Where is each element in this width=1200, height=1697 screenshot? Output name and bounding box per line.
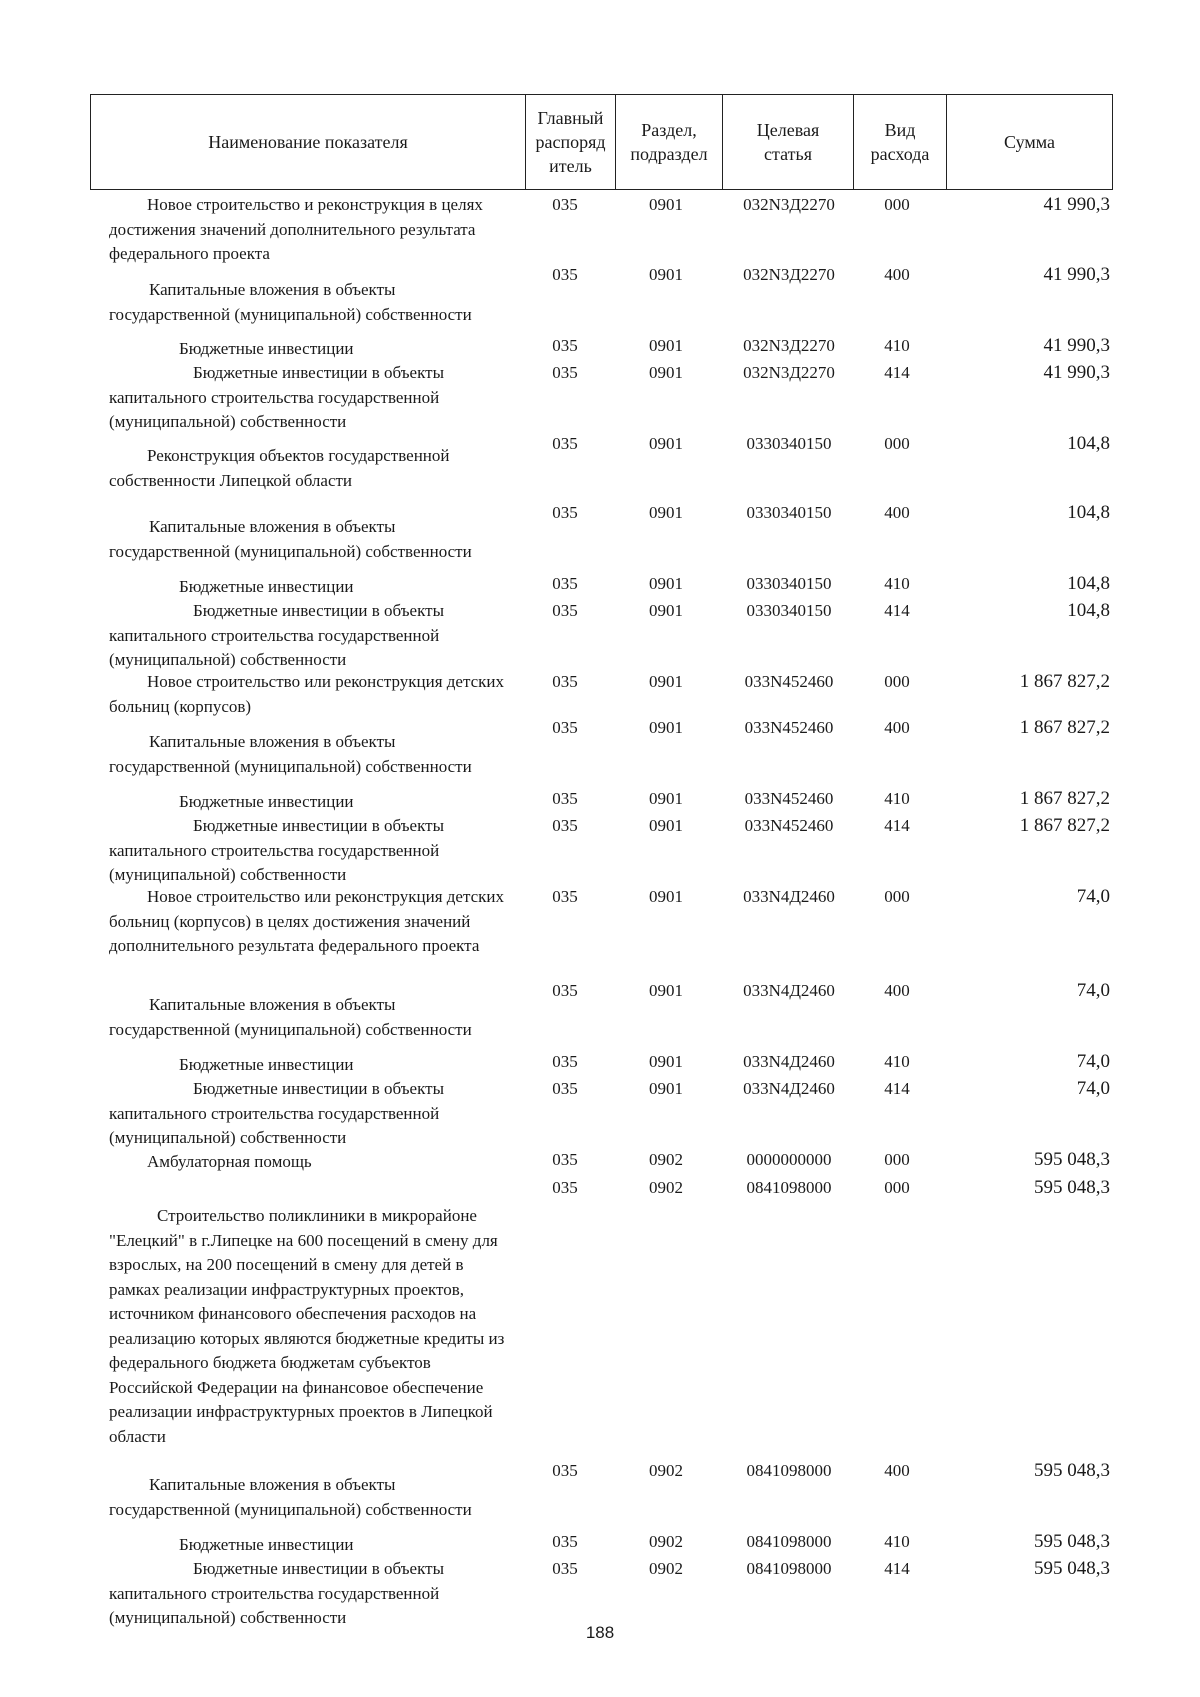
row-glavny: 035 (552, 363, 578, 382)
row-razdel: 0901 (649, 1052, 683, 1071)
row-summa: 104,8 (1067, 433, 1110, 454)
row-vid: 414 (884, 1079, 910, 1098)
row-celevaya: 0330340150 (746, 503, 832, 522)
row-glavny: 035 (552, 1532, 578, 1551)
row-summa: 41 990,3 (1043, 362, 1110, 383)
row-celevaya: 0330340150 (746, 574, 832, 593)
row-celevaya: 033N4Д2460 (743, 887, 835, 906)
row-razdel: 0901 (649, 672, 683, 691)
row-summa: 74,0 (1076, 886, 1110, 907)
row-vid: 400 (884, 503, 910, 522)
row-celevaya: 0000000000 (746, 1150, 832, 1169)
row-summa: 41 990,3 (1043, 335, 1110, 356)
row-vid: 410 (884, 1052, 910, 1071)
row-razdel: 0901 (649, 981, 683, 1000)
row-razdel: 0901 (649, 887, 683, 906)
row-razdel: 0901 (649, 816, 683, 835)
row-vid: 410 (884, 789, 910, 808)
row-name: Капитальные вложения в объекты государственной (муниципальной) собственности (109, 732, 472, 776)
page-number: 188 (585, 1623, 615, 1642)
row-vid: 000 (884, 434, 910, 453)
row-name: Бюджетные инвестиции (179, 1055, 354, 1074)
header-glavny: Главный распоряд итель (525, 95, 615, 189)
row-summa: 41 990,3 (1043, 194, 1110, 215)
row-name: Реконструкция объектов государственной собственности Липецкой области (109, 446, 450, 490)
row-summa: 104,8 (1067, 600, 1110, 621)
row-celevaya: 032N3Д2270 (743, 265, 835, 284)
row-summa: 1 867 827,2 (1019, 788, 1110, 809)
row-celevaya: 033N452460 (744, 816, 834, 835)
row-vid: 000 (884, 672, 910, 691)
row-razdel: 0901 (649, 574, 683, 593)
row-glavny: 035 (552, 887, 578, 906)
row-glavny: 035 (552, 1461, 578, 1480)
header-celevaya: Целевая статья (722, 95, 853, 189)
row-summa: 595 048,3 (1034, 1460, 1110, 1481)
row-celevaya: 0330340150 (746, 601, 832, 620)
row-glavny: 035 (552, 789, 578, 808)
row-celevaya: 0841098000 (746, 1461, 832, 1480)
row-razdel: 0901 (649, 195, 683, 214)
row-glavny: 035 (552, 1559, 578, 1578)
row-celevaya: 033N4Д2460 (743, 981, 835, 1000)
row-razdel: 0901 (649, 601, 683, 620)
row-celevaya: 033N452460 (744, 672, 834, 691)
row-celevaya: 033N4Д2460 (743, 1052, 835, 1071)
row-glavny: 035 (552, 672, 578, 691)
row-glavny: 035 (552, 434, 578, 453)
row-vid: 410 (884, 336, 910, 355)
row-summa: 595 048,3 (1034, 1149, 1110, 1170)
row-razdel: 0902 (649, 1532, 683, 1551)
header-vid: Вид расхода (853, 95, 946, 189)
row-razdel: 0902 (649, 1178, 683, 1197)
row-razdel: 0901 (649, 789, 683, 808)
row-razdel: 0902 (649, 1150, 683, 1169)
row-celevaya: 0841098000 (746, 1178, 832, 1197)
row-celevaya: 032N3Д2270 (743, 195, 835, 214)
row-summa: 1 867 827,2 (1019, 671, 1110, 692)
row-razdel: 0901 (649, 265, 683, 284)
row-vid: 410 (884, 1532, 910, 1551)
row-name: Бюджетные инвестиции в объекты капитального строительства государственной (муниципальной) собственности (109, 601, 444, 669)
row-celevaya: 032N3Д2270 (743, 336, 835, 355)
table-header (90, 94, 1113, 190)
row-vid: 400 (884, 265, 910, 284)
row-glavny: 035 (552, 601, 578, 620)
row-glavny: 035 (552, 718, 578, 737)
row-name: Бюджетные инвестиции (179, 577, 354, 596)
row-vid: 000 (884, 887, 910, 906)
header-name: Наименование показателя (208, 132, 408, 152)
row-name: Бюджетные инвестиции в объекты капитального строительства государственной (муниципальной) собственности (109, 1079, 444, 1147)
row-name: Амбулаторная помощь (147, 1152, 312, 1171)
row-celevaya: 0841098000 (746, 1532, 832, 1551)
row-glavny: 035 (552, 1052, 578, 1071)
row-glavny: 035 (552, 574, 578, 593)
row-name: Бюджетные инвестиции (179, 339, 354, 358)
row-glavny: 035 (552, 195, 578, 214)
row-razdel: 0901 (649, 718, 683, 737)
row-summa: 595 048,3 (1034, 1531, 1110, 1552)
row-vid: 000 (884, 1178, 910, 1197)
row-name: Капитальные вложения в объекты государственной (муниципальной) собственности (109, 1475, 472, 1519)
row-celevaya: 033N452460 (744, 718, 834, 737)
row-name: Бюджетные инвестиции (179, 1535, 354, 1554)
row-razdel: 0902 (649, 1559, 683, 1578)
header-summa: Сумма (946, 95, 1112, 189)
row-razdel: 0901 (649, 363, 683, 382)
row-vid: 400 (884, 1461, 910, 1480)
row-summa: 1 867 827,2 (1019, 717, 1110, 738)
row-celevaya: 0841098000 (746, 1559, 832, 1578)
row-name: Бюджетные инвестиции в объекты капитального строительства государственной (муниципальной) собственности (109, 816, 444, 884)
row-glavny: 035 (552, 1079, 578, 1098)
row-name: Капитальные вложения в объекты государственной (муниципальной) собственности (109, 280, 472, 324)
row-summa: 74,0 (1076, 1051, 1110, 1072)
row-vid: 400 (884, 718, 910, 737)
row-glavny: 035 (552, 336, 578, 355)
row-celevaya: 0330340150 (746, 434, 832, 453)
row-vid: 414 (884, 1559, 910, 1578)
row-glavny: 035 (552, 1178, 578, 1197)
row-razdel: 0901 (649, 1079, 683, 1098)
row-summa: 595 048,3 (1034, 1177, 1110, 1198)
row-summa: 104,8 (1067, 573, 1110, 594)
row-summa: 41 990,3 (1043, 264, 1110, 285)
row-name: Строительство поликлиники в микрорайоне "Елецкий" в г.Липецке на 600 посещений в смену для взрослых, на 200 посещений в смену для детей в рамках реализации инфраструктурных проектов, источником финансового обеспечения расходов на реализацию которых являются бюджетные кредиты из федерального бюджета бюджетам субъектов Российской Федерации на финансовое обеспечение реализации инфраструктурных проектов в Липецкой области (109, 1206, 505, 1446)
row-glavny: 035 (552, 816, 578, 835)
row-vid: 414 (884, 601, 910, 620)
row-summa: 104,8 (1067, 502, 1110, 523)
row-summa: 74,0 (1076, 1078, 1110, 1099)
row-celevaya: 032N3Д2270 (743, 363, 835, 382)
row-glavny: 035 (552, 1150, 578, 1169)
row-name: Новое строительство или реконструкция детских больниц (корпусов) в целях достижения значений дополнительного результата федерального проекта (109, 887, 504, 955)
row-name: Бюджетные инвестиции (179, 792, 354, 811)
row-name: Капитальные вложения в объекты государственной (муниципальной) собственности (109, 517, 472, 561)
row-celevaya: 033N452460 (744, 789, 834, 808)
row-glavny: 035 (552, 503, 578, 522)
row-name: Бюджетные инвестиции в объекты капитального строительства государственной (муниципальной) собственности (109, 363, 444, 431)
row-summa: 1 867 827,2 (1019, 815, 1110, 836)
header-razdel: Раздел, подраздел (615, 95, 722, 189)
row-name: Новое строительство и реконструкция в целях достижения значений дополнительного результата федерального проекта (109, 195, 483, 263)
row-glavny: 035 (552, 981, 578, 1000)
row-vid: 410 (884, 574, 910, 593)
row-razdel: 0902 (649, 1461, 683, 1480)
row-name: Капитальные вложения в объекты государственной (муниципальной) собственности (109, 995, 472, 1039)
row-razdel: 0901 (649, 434, 683, 453)
row-summa: 595 048,3 (1034, 1558, 1110, 1579)
row-vid: 000 (884, 1150, 910, 1169)
row-vid: 400 (884, 981, 910, 1000)
row-glavny: 035 (552, 265, 578, 284)
row-celevaya: 033N4Д2460 (743, 1079, 835, 1098)
row-vid: 414 (884, 816, 910, 835)
row-vid: 000 (884, 195, 910, 214)
row-name: Новое строительство или реконструкция детских больниц (корпусов) (109, 672, 504, 716)
row-razdel: 0901 (649, 503, 683, 522)
row-name: Бюджетные инвестиции в объекты капитального строительства государственной (муниципальной) собственности (109, 1559, 444, 1627)
row-vid: 414 (884, 363, 910, 382)
row-razdel: 0901 (649, 336, 683, 355)
row-summa: 74,0 (1076, 980, 1110, 1001)
